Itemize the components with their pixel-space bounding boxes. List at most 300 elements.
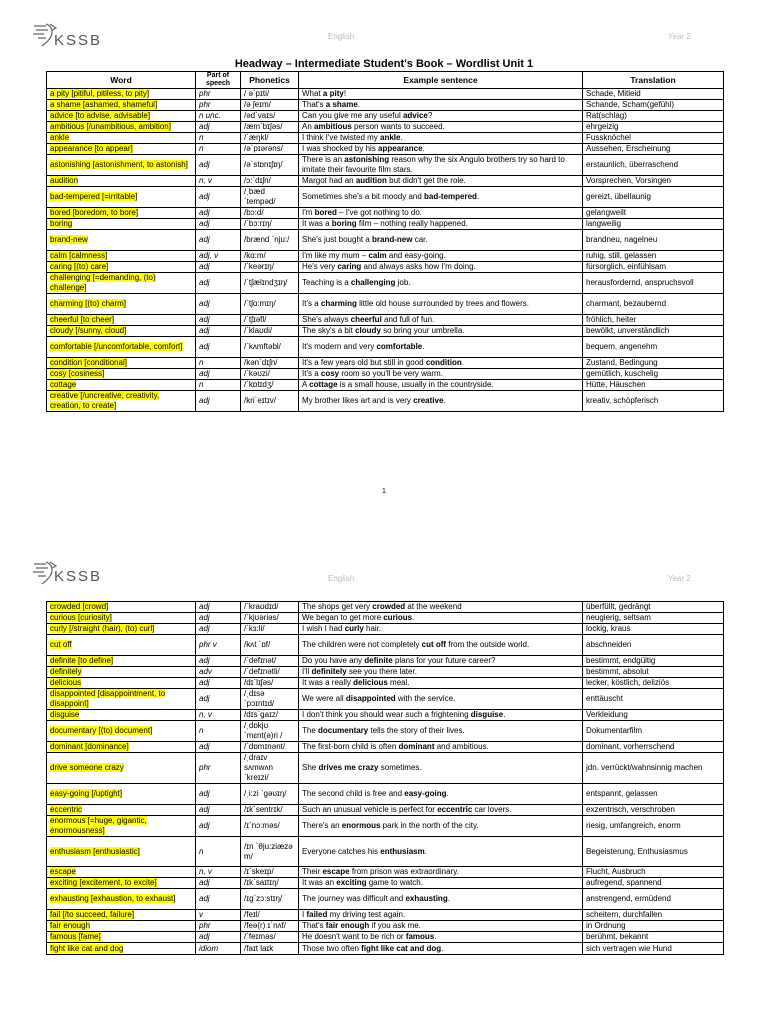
example-cell [299,100,583,111]
example-cell [299,613,583,624]
highlighted-word: calm [calmness] [50,251,108,260]
part-of-speech-cell: adj [196,805,241,816]
phonetics-cell: /ɪ`nɔ:məs/ [241,816,299,837]
example-cell [299,816,583,837]
example-text: car lovers. [472,805,512,814]
highlighted-word: bored [boredom, to bore] [50,208,139,217]
word-cell [47,294,196,315]
example-keyword: comfortable [376,342,423,351]
example-text: . [503,710,506,719]
translation-cell: in Ordnung [583,921,724,932]
example-keyword: ambitious [314,122,352,131]
example-text: It's a few years old but still in good [302,358,426,367]
table-2-body [47,602,724,955]
example-cell [299,710,583,721]
example-text: The second child is free and [302,789,405,798]
part-of-speech-cell: adj [196,262,241,273]
part-of-speech-cell: adv [196,667,241,678]
translation-cell: bequem, angenehm [583,337,724,358]
phonetics-cell: /`dɒmɪnənt/ [241,742,299,753]
table-1-body [47,89,724,412]
part-of-speech-cell: n [196,358,241,369]
example-text: . [443,396,446,405]
example-text: park in the north of the city. [380,821,479,830]
example-text: sometimes. [378,763,422,772]
word-cell [47,837,196,867]
highlighted-word: ambitious [/unambitious, ambition] [50,122,171,131]
table-row [47,326,724,337]
page-header-2 [0,552,768,592]
example-cell [299,187,583,208]
example-text: The children were not completely [302,640,422,649]
highlighted-word: disappointed [disappointment, to disappoint] [50,689,166,708]
table-row [47,155,724,176]
col-header-example-sentence: Example sentence [299,72,583,89]
table-row [47,251,724,262]
highlighted-word: audition [50,176,79,185]
example-text: . [412,613,415,622]
phonetics-cell: /dɪ`lɪʃəs/ [241,678,299,689]
example-keyword: challenging [350,278,396,287]
word-cell [47,742,196,753]
example-text: so bring your umbrella. [380,326,465,335]
highlighted-word: appearance [to appear] [50,144,133,153]
phonetics-cell: /kʌt `ɒf/ [241,635,299,656]
highlighted-word: exciting [excitement, to excite] [50,878,157,887]
translation-cell: scheitern, durchfallen [583,910,724,921]
part-of-speech-cell: adj [196,155,241,176]
phonetics-cell: /ˌi:zi `gəʊɪŋ/ [241,784,299,805]
part-of-speech-cell: adj [196,678,241,689]
translation-cell: bestimmt, absolut [583,667,724,678]
highlighted-word: fail [/to succeed, failure] [50,910,135,919]
translation-cell: riesig, umfangreich, enorm [583,816,724,837]
phonetics-cell: /ˌdɒkjʊ `mɛnt(ə)ri / [241,721,299,742]
word-cell [47,753,196,784]
translation-cell: Flucht, Ausbruch [583,867,724,878]
translation-cell: bestimmt, endgültig [583,656,724,667]
part-of-speech-cell: adj [196,369,241,380]
example-text: and ambitious. [434,742,489,751]
part-of-speech-cell: adj [196,326,241,337]
word-cell [47,624,196,635]
part-of-speech-cell: adj [196,315,241,326]
example-keyword: famous [405,932,435,941]
example-keyword: bored [314,208,337,217]
part-of-speech-cell: adj [196,932,241,943]
phonetics-cell: /ə`stɒnɪʃɪŋ/ [241,155,299,176]
part-of-speech-cell: adj [196,230,241,251]
example-keyword: fight like cat and dog [361,943,442,953]
example-cell [299,932,583,943]
phonetics-cell: /kri`eɪtɪv/ [241,391,299,412]
translation-cell: anstrengend, ermüdend [583,889,724,910]
example-keyword: crowded [372,602,406,611]
table-row [47,89,724,100]
phonetics-cell: /ˌbæd `tempəd/ [241,187,299,208]
example-text: . [447,894,450,903]
phonetics-cell: /æm`bɪʃəs/ [241,122,299,133]
example-text: is a small house, usually in the countryside. [337,380,494,389]
example-text: . [400,133,403,142]
highlighted-word: fair enough [50,921,91,930]
example-keyword: definitely [311,667,347,676]
example-text: I [302,910,307,919]
word-cell [47,889,196,910]
example-text: . [422,144,425,153]
translation-cell: berühmt, bekannt [583,932,724,943]
example-cell [299,784,583,805]
word-cell [47,932,196,943]
example-text: The first-born child is often [302,742,399,751]
part-of-speech-cell: phr [196,89,241,100]
translation-cell: gereizt, übellaunig [583,187,724,208]
word-cell [47,721,196,742]
phonetics-cell: /`bɔ:rɪŋ/ [241,219,299,230]
highlighted-word: curly [/straight (hair), (to) curl] [50,624,155,633]
table-row [47,122,724,133]
word-cell [47,262,196,273]
table-row [47,678,724,689]
phonetics-cell: /`klaʊdi/ [241,326,299,337]
example-text: . [441,943,444,953]
translation-cell: aufregend, spannend [583,878,724,889]
example-keyword: cheerful [350,315,382,324]
phonetics-cell: /`defɪnətli/ [241,667,299,678]
highlighted-word: cut off [50,640,72,649]
part-of-speech-cell: adj [196,208,241,219]
example-text: game to watch. [366,878,423,887]
example-text: . [424,846,427,856]
example-text: There is an [302,155,345,164]
part-of-speech-cell: idiom [196,943,241,955]
table-row [47,176,724,187]
highlighted-word: challenging [=demanding, (to) challenge] [50,273,156,292]
translation-cell: abschneiden [583,635,724,656]
phonetics-cell: /`kjʊəriəs/ [241,613,299,624]
example-text: It was a [302,219,332,228]
table-row [47,667,724,678]
example-text: my driving test again. [327,910,406,919]
example-cell [299,910,583,921]
part-of-speech-cell: adj [196,689,241,710]
highlighted-word: brand-new [50,235,88,244]
example-text: and easy-going. [386,251,446,260]
word-cell [47,602,196,613]
example-text: person wants to succeed. [351,122,445,131]
word-cell [47,273,196,294]
table-row [47,889,724,910]
highlighted-word: astonishing [astonishment, to astonish] [50,160,188,169]
example-text: Teaching is a [302,278,351,287]
col-header-phonetics: Phonetics [241,72,299,89]
table-row [47,753,724,784]
example-text: . [434,932,437,941]
highlighted-word: drive someone crazy [50,763,124,772]
example-text: Can you give me any useful [302,111,403,120]
part-of-speech-cell: phr [196,100,241,111]
part-of-speech-cell: adj [196,816,241,837]
example-text: That's [302,921,326,930]
example-text: It was a really [302,678,354,687]
example-keyword: dominant [398,742,435,751]
translation-cell: brandneu, nagelneu [583,230,724,251]
translation-cell: Zustand, Bedingung [583,358,724,369]
page-2 [0,512,768,1024]
part-of-speech-cell: n [196,380,241,391]
table-row [47,624,724,635]
example-text: and always asks how I'm doing. [361,262,476,271]
highlighted-word: exhausting [exhaustion, to exhaust] [50,894,176,903]
example-text: I was shocked by his [302,144,379,153]
example-cell [299,176,583,187]
example-cell [299,624,583,635]
highlighted-word: curious [curiosity] [50,613,112,622]
example-cell [299,155,583,176]
table-row [47,742,724,753]
highlighted-word: delicious [50,678,82,687]
logo-text-2: KSSB [54,568,103,585]
example-text: It's a [302,369,321,378]
word-cell [47,337,196,358]
example-cell [299,689,583,710]
phonetics-cell: /ə`pɪərəns/ [241,144,299,155]
word-cell [47,155,196,176]
example-text: What [302,89,323,98]
word-cell [47,613,196,624]
example-keyword: fair enough [325,921,370,930]
highlighted-word: eccentric [50,805,83,814]
example-cell [299,273,583,294]
example-cell [299,326,583,337]
example-text: Sometimes she's a bit moody and [302,192,425,201]
example-text: She's always [302,315,351,324]
example-text: – I've got nothing to do. [336,208,423,217]
highlighted-word: disguise [50,710,80,719]
example-cell [299,656,583,667]
example-keyword: disappointed [345,694,396,703]
example-keyword: a shame [325,100,358,109]
phonetics-cell: /feɪl/ [241,910,299,921]
word-cell [47,315,196,326]
part-of-speech-cell: n [196,133,241,144]
table-row [47,111,724,122]
table-row [47,932,724,943]
example-text: The shops get very [302,602,373,611]
header-year: Year 2 [668,32,691,41]
phonetics-cell: /brænd `nju:/ [241,230,299,251]
example-keyword: escape [322,867,350,876]
example-text: hair. [363,624,382,633]
example-keyword: creative [413,396,444,405]
translation-cell: Begeisterung, Enthusiasmus [583,837,724,867]
wordlist-table-2 [46,601,724,955]
example-text: My brother likes art and is very [302,396,414,405]
example-text: I don't think you should wear such a frightening [302,710,471,719]
example-cell [299,635,583,656]
part-of-speech-cell: adj [196,273,241,294]
example-text: from the outside world. [446,640,530,649]
part-of-speech-cell: adj [196,337,241,358]
example-text: He doesn't want to be rich or [302,932,406,941]
translation-cell: kreativ, schöpferisch [583,391,724,412]
example-keyword: bad-tempered [424,192,477,201]
table-row [47,187,724,208]
word-cell [47,689,196,710]
example-text: film – nothing really happened. [356,219,468,228]
example-text: An [302,122,315,131]
part-of-speech-cell: adj [196,219,241,230]
example-text: little old house surrounded by trees and flowers. [356,299,529,308]
example-cell [299,294,583,315]
part-of-speech-cell: adj, v [196,251,241,262]
example-keyword: curly [344,624,364,633]
example-text: if you ask me. [369,921,421,930]
example-keyword: astonishing [344,155,390,164]
table-row [47,100,724,111]
example-cell [299,122,583,133]
highlighted-word: definitely [50,667,82,676]
example-text: I'm like my mum – [302,251,369,260]
part-of-speech-cell: adj [196,294,241,315]
table-row [47,816,724,837]
highlighted-word: documentary [(to) document] [50,726,153,735]
part-of-speech-cell: n unc. [196,111,241,122]
example-text: . [357,100,361,109]
phonetics-cell: /kɑ:m/ [241,251,299,262]
part-of-speech-cell: adj [196,122,241,133]
table-row [47,294,724,315]
translation-cell: Fussknöchel [583,133,724,144]
highlighted-word: a shame [ashamed, shameful] [50,100,158,109]
table-row [47,391,724,412]
phonetics-cell: /kən`dɪʃn/ [241,358,299,369]
phonetics-cell: /ˌdraɪv sʌmwʌn `kreɪzi/ [241,753,299,784]
example-text: The [302,726,319,735]
part-of-speech-cell: adj [196,878,241,889]
word-cell [47,784,196,805]
example-text: with the service. [395,694,456,703]
phonetics-cell: /`kɜ:li/ [241,624,299,635]
example-text: That's [302,100,326,109]
table-row [47,273,724,294]
example-cell [299,667,583,678]
example-cell [299,602,583,613]
translation-cell: lockig, kraus [583,624,724,635]
example-keyword: curious [383,613,413,622]
phonetics-cell: /`kəʊzi/ [241,369,299,380]
table-row [47,837,724,867]
word-cell [47,710,196,721]
part-of-speech-cell: adj [196,889,241,910]
word-cell [47,678,196,689]
word-cell [47,111,196,122]
phonetics-cell: /`tʃælɪndʒɪŋ/ [241,273,299,294]
example-keyword: cut off [421,640,447,649]
word-cell [47,380,196,391]
phonetics-cell: /ɪ`skeɪp/ [241,867,299,878]
highlighted-word: dominant [dominance] [50,742,129,751]
table-row [47,315,724,326]
example-keyword: calm [368,251,387,260]
example-cell [299,337,583,358]
translation-cell: gemütlich, kuschelig [583,369,724,380]
example-cell [299,878,583,889]
translation-cell: jdn. verrückt/wahnsinnig machen [583,753,724,784]
header-subject: English [328,32,355,41]
part-of-speech-cell: adj [196,742,241,753]
example-cell [299,89,583,100]
example-text: . [422,342,425,351]
part-of-speech-cell: n [196,721,241,742]
word-cell [47,943,196,955]
example-keyword: exciting [336,878,367,887]
example-text: There's an [302,821,342,830]
example-text: tells the story of their lives. [368,726,465,735]
example-text: We were all [302,694,346,703]
word-cell [47,176,196,187]
example-cell [299,230,583,251]
highlighted-word: charming [(to) charm] [50,299,127,308]
phonetics-cell: /`tʃɑ:mɪŋ/ [241,294,299,315]
example-keyword: boring [331,219,357,228]
example-text: It's a [302,299,321,308]
example-text: Those two often [302,943,362,953]
word-cell [47,391,196,412]
part-of-speech-cell: phr [196,921,241,932]
example-text: ! [343,89,347,98]
highlighted-word: comfortable [/uncomfortable, comfort] [50,342,183,351]
example-text: and full of fun. [381,315,435,324]
phonetics-cell: /ˌdɪsə `pɔɪntɪd/ [241,689,299,710]
highlighted-word: famous [fame] [50,932,101,941]
translation-cell: Schade, Mitleid [583,89,724,100]
example-text: Such an unusual vehicle is perfect for [302,805,438,814]
translation-cell: exzentrisch, verschroben [583,805,724,816]
example-keyword: eccentric [437,805,473,814]
example-cell [299,219,583,230]
word-cell [47,921,196,932]
table-row [47,613,724,624]
highlighted-word: cottage [50,380,77,389]
logo-text: KSSB [54,32,103,49]
phonetics-cell: /`kʌmftəbl/ [241,337,299,358]
phonetics-cell: /ɪk`saɪtɪŋ/ [241,878,299,889]
word-cell [47,667,196,678]
example-cell [299,391,583,412]
table-row [47,921,724,932]
page-title: Headway – Intermediate Student's Book – Wordlist Unit 1 [234,58,534,70]
example-keyword: ankle [380,133,401,142]
highlighted-word: a pity [pitiful, pitiless, to pity] [50,89,150,98]
table-row [47,230,724,251]
word-cell [47,878,196,889]
phonetics-cell: /`tʃɪəfl/ [241,315,299,326]
part-of-speech-cell: adj [196,784,241,805]
word-cell [47,230,196,251]
highlighted-word: escape [50,867,76,876]
col-header-translation: Translation [583,72,724,89]
part-of-speech-cell: phr [196,753,241,784]
example-keyword: drives me crazy [318,763,379,772]
phonetics-cell: /ə ʃeɪm/ [241,100,299,111]
translation-cell: Rat(schlag) [583,111,724,122]
table-row [47,133,724,144]
example-text: Do you have any [302,656,365,665]
translation-cell: Vorsprechen, Vorsingen [583,176,724,187]
translation-cell: enttäuscht [583,689,724,710]
example-text: I wish I had [302,624,345,633]
